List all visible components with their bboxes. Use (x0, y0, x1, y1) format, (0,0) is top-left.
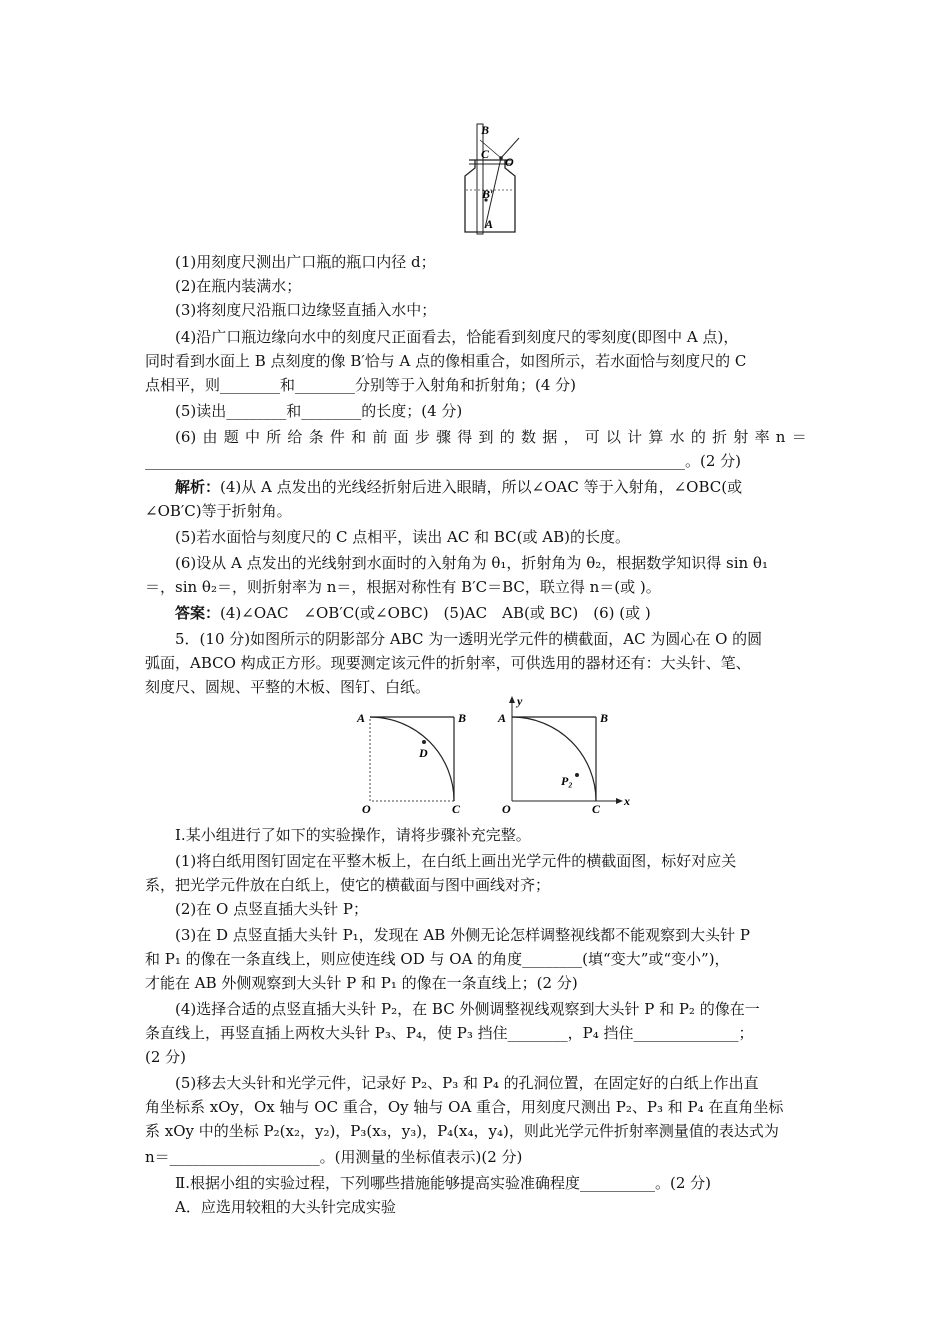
part1-line-1: (1)将白纸用图钉固定在平整木板上，在白纸上画出光学元件的横截面图，标好对应关 (175, 852, 737, 870)
label-P2: P₂ (561, 774, 573, 788)
label-B: B (600, 711, 609, 725)
label-C: C (481, 147, 490, 161)
step-5: (5)读出________和________的长度；(4 分) (175, 402, 463, 420)
analysis-line-1: 解析：(4)从 A 点发出的光线经折射后进入眼睛，所以∠OAC 等于入射角，∠OBC(或 (175, 478, 743, 496)
arc-AC (370, 717, 454, 801)
analysis-line-5: ＝，sin θ₂＝，则折射率为 n＝，根据对称性有 B′C＝BC，联立得 n＝(或 )。 (145, 578, 661, 596)
problem5-line-2: 弧面，ABCO 构成正方形。现要测定该元件的折射率，可供选用的器材还有：大头针、笔、 (145, 654, 751, 672)
answer-line: 答案：(4)∠OAC ∠OB′C(或∠OBC) (5)AC AB(或 BC) (6) (或 ) (175, 604, 651, 622)
label-y: y (517, 694, 523, 708)
problem5-line-1: 5．(10 分)如图所示的阴影部分 ABC 为一透明光学元件的横截面，AC 为圆心在 O 的圆 (175, 630, 763, 648)
part1-line-12: 系 xOy 中的坐标 P₂(x₂，y₂)，P₃(x₃，y₃)，P₄(x₄，y₄)，则此光学元件折射率测量值的表达式为 (145, 1122, 779, 1140)
step-4-line-3: 点相平，则________和________分别等于入射角和折射角；(4 分) (145, 376, 577, 394)
part1-line-11: 角坐标系 xOy，Ox 轴与 OC 重合，Oy 轴与 OA 重合，用刻度尺测出 P₂、P₃ 和 P₄ 在直角坐标 (145, 1098, 784, 1116)
step-2: (2)在瓶内装满水； (175, 277, 302, 295)
label-A: A (357, 711, 366, 725)
part1-line-6: 才能在 AB 外侧观察到大头针 P 和 P₁ 的像在一条直线上；(2 分) (145, 974, 578, 992)
step-3: (3)将刻度尺沿瓶口边缘竖直插入水中； (175, 301, 437, 319)
answer-label: 答案： (175, 604, 221, 622)
part2-option-a: A．应选用较粗的大头针完成实验 (175, 1198, 396, 1216)
label-x: x (624, 794, 630, 808)
part1-line-8: 条直线上，再竖直插上两枚大头针 P₃、P₄，使 P₃ 挡住________，P₄ 挡住______________； (145, 1024, 754, 1042)
label-A: A (485, 217, 494, 231)
square-outline (370, 717, 454, 801)
label-O: O (362, 802, 371, 816)
analysis-label: 解析： (175, 478, 221, 496)
label-B: B (458, 711, 467, 725)
part1-line-2: 系，把光学元件放在白纸上，使它的横截面与图中画线对齐； (145, 876, 551, 894)
arc-AC (512, 717, 596, 801)
square-arc-figure-right (490, 693, 635, 820)
label-B: B (481, 123, 490, 137)
square-arc-figure-left (350, 705, 480, 820)
part1-line-13: n＝____________________。(用测量的坐标值表示)(2 分) (145, 1148, 523, 1166)
label-A: A (498, 711, 507, 725)
label-O: O (502, 802, 511, 816)
analysis-line-4: (6)设从 A 点发出的光线射到水面时的入射角为 θ₁，折射角为 θ₂，根据数学知识得 sin θ₁ (175, 554, 768, 572)
analysis-line-2: ∠OB′C)等于折射角。 (145, 502, 292, 520)
step-4-line-2: 同时看到水面上 B 点刻度的像 B′恰与 A 点的像相重合，如图所示，若水面恰与刻度尺的 C (145, 352, 747, 370)
problem5-line-3: 刻度尺、圆规、平整的木板、图钉、白纸。 (145, 678, 431, 696)
part1-line-10: (5)移去大头针和光学元件，记录好 P₂、P₃ 和 P₄ 的孔洞位置，在固定好的白纸上作出直 (175, 1074, 759, 1092)
label-C: C (452, 802, 461, 816)
step-1: (1)用刻度尺测出广口瓶的瓶口内径 d； (175, 253, 436, 271)
label-O: O (505, 155, 514, 169)
step-6-line-1: (6) 由 题 中 所 给 条 件 和 前 面 步 骤 得 到 的 数 据 ， 可 以 计 算 水 的 折 射 率 n ＝ (175, 428, 807, 446)
label-C: C (592, 802, 601, 816)
step-6-line-2: ________________________________________________________________________。(2 分) (145, 452, 742, 470)
bottle-figure (455, 118, 535, 240)
part1-line-7: (4)选择合适的点竖直插大头针 P₂，在 BC 外侧调整视线观察到大头针 P 和 P₂ 的像在一 (175, 1000, 760, 1018)
part2-heading: Ⅱ.根据小组的实验过程，下列哪些措施能够提高实验准确程度__________。(2 分) (175, 1174, 711, 1192)
part1-line-9: (2 分) (145, 1048, 187, 1066)
part1-line-3: (2)在 O 点竖直插大头针 P； (175, 900, 368, 918)
part1-heading: Ⅰ.某小组进行了如下的实验操作，请将步骤补充完整。 (175, 826, 531, 844)
part1-line-5: 和 P₁ 的像在一条直线上，则应使连线 OD 与 OA 的角度________(填“变大”或“变小”)， (145, 950, 730, 968)
step-4-line-1: (4)沿广口瓶边缘向水中的刻度尺正面看去，恰能看到刻度尺的零刻度(即图中 A 点)， (175, 328, 739, 346)
analysis-line-3: (5)若水面恰与刻度尺的 C 点相平，读出 AC 和 BC(或 AB)的长度。 (175, 528, 630, 546)
label-B-prime: B′ (482, 187, 494, 201)
label-D: D (419, 746, 428, 760)
part1-line-4: (3)在 D 点竖直插大头针 P₁，发现在 AB 外侧无论怎样调整视线都不能观察到大头针 P (175, 926, 750, 944)
